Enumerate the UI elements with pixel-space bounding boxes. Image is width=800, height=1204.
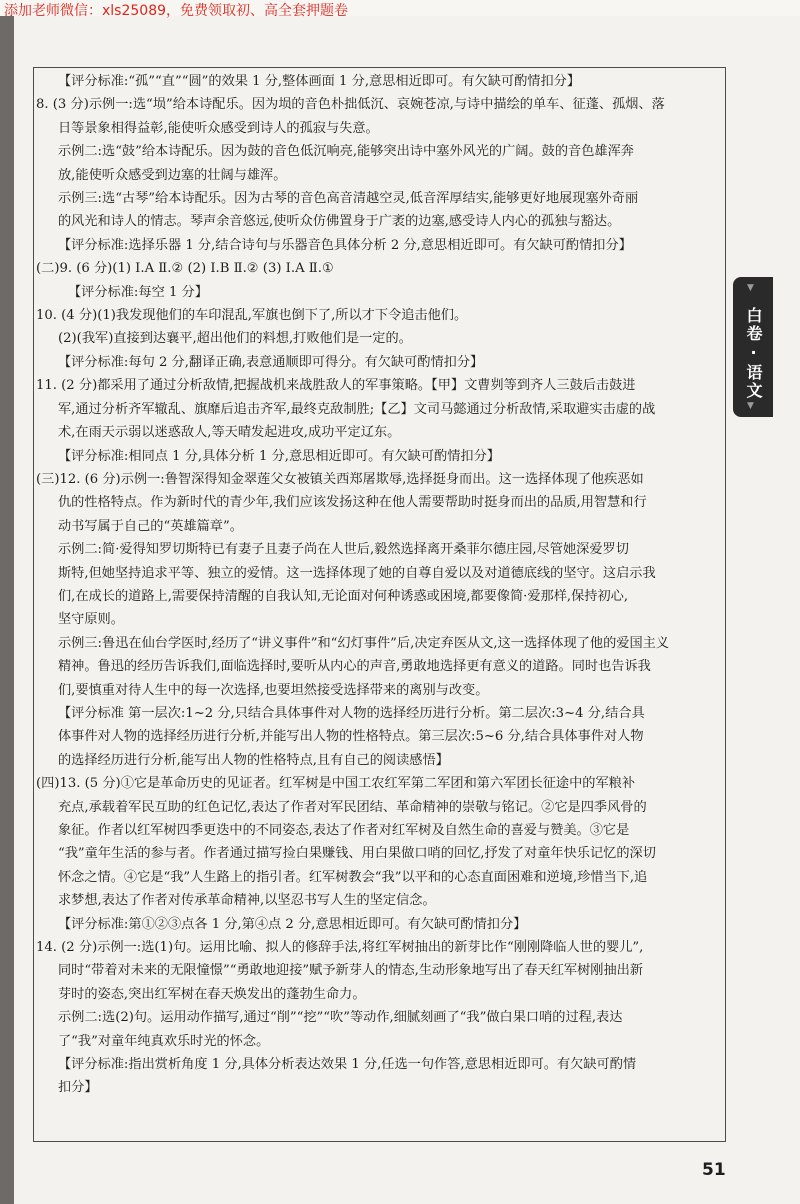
text-line: 的选择经历进行分析,能写出人物的性格特点,且有自己的阅读感悟】	[58, 752, 449, 768]
page-edge-shadow	[0, 0, 14, 1204]
text-line: (二)9. (6 分)(1) Ⅰ.A Ⅱ.② (2) Ⅰ.B Ⅱ.② (3) Ⅰ.A Ⅱ.①	[36, 261, 334, 277]
text-line: 斯特,但她坚持追求平等、独立的爱情。这一选择体现了她的自尊自爱以及对道德底线的坚守。这启示我	[58, 565, 656, 581]
text-line: 【评分标准:第①②③点各 1 分,第④点 2 分,意思相近即可。有欠缺可酌情扣分】	[58, 916, 527, 932]
text-line: 扣分】	[58, 1080, 98, 1096]
text-line: (三)12. (6 分)示例一:鲁智深得知金翠莲父女被镇关西郑屠欺辱,选择挺身而出。这一选择体现了他疾恶如	[36, 471, 644, 487]
text-line: 10. (4 分)(1)我发现他们的车印混乱,军旗也倒下了,所以才下令追击他们。	[36, 308, 468, 324]
text-line: 求梦想,表达了作者对传承革命精神,以坚忍书写人生的坚定信念。	[58, 893, 436, 909]
answer-content	[36, 70, 720, 1100]
text-line: 仇的性格特点。作为新时代的青少年,我们应该发扬这种在他人需要帮助时挺身而出的品质,用智慧和行	[58, 495, 647, 511]
text-line: 示例三:选“古琴”给本诗配乐。因为古琴的音色高音清越空灵,低音浑厚结实,能够更好地展现塞外奇丽	[58, 191, 639, 207]
text-line: 怀念之情。④它是“我”人生路上的指引者。红军树教会“我”以平和的心态直面困难和逆境,珍惜当下,追	[58, 869, 648, 885]
text-line: 了“我”对童年纯真欢乐时光的怀念。	[58, 1033, 270, 1049]
text-line: 术,在雨天示弱以迷惑敌人,等天晴发起进攻,成功平定辽东。	[58, 425, 401, 441]
text-line: 们,在成长的道路上,需要保持清醒的自我认知,无论面对何种诱惑或困境,都要像简·爱那样,保持初心,	[58, 588, 629, 604]
page-number: 51	[702, 1160, 726, 1180]
text-line: 14. (2 分)示例一:选(1)句。运用比喻、拟人的修辞手法,将红军树抽出的新芽比作“刚刚降临人世的婴儿”,	[36, 940, 644, 956]
text-line: 【评分标准:相同点 1 分,具体分析 1 分,意思相近即可。有欠缺可酌情扣分】	[58, 448, 500, 464]
text-line: (四)13. (5 分)①它是革命历史的见证者。红军树是中国工农红军第二军团和第六军团长征途中的军粮补	[36, 776, 636, 792]
text-line: 日等景象相得益彰,能使听众感受到诗人的孤寂与失意。	[58, 120, 379, 136]
watermark-text: 添加老师微信：xls25089，免费领取初、高全套押题卷	[4, 3, 349, 19]
text-line: (2)(我军)直接到达襄平,超出他们的料想,打败他们是一定的。	[58, 331, 412, 347]
text-line: 【评分标准:每空 1 分】	[68, 284, 208, 300]
triangle-down-icon: ▼	[747, 401, 754, 411]
text-line: 们,要慎重对待人生中的每一次选择,也要坦然接受选择带来的离别与改变。	[58, 682, 489, 698]
side-tab-label: 白卷·语文	[744, 307, 763, 400]
text-line: 坚守原则。	[58, 612, 124, 628]
text-line: 示例二:选“鼓”给本诗配乐。因为鼓的音色低沉响亮,能够突出诗中塞外风光的广阔。鼓的音色雄浑奔	[58, 144, 634, 160]
text-line: 【评分标准:选择乐器 1 分,结合诗句与乐器音色具体分析 2 分,意思相近即可。有欠缺可酌情扣分】	[58, 237, 632, 253]
text-line: 的风光和诗人的情志。琴声余音悠远,使听众仿佛置身于广袤的边塞,感受诗人内心的孤独与豁达。	[58, 214, 621, 230]
text-line: 【评分标准:每句 2 分,翻译正确,表意通顺即可得分。有欠缺可酌情扣分】	[58, 354, 484, 370]
text-line: 精神。鲁迅的经历告诉我们,面临选择时,要听从内心的声音,勇敢地选择更有意义的道路。同时也告诉我	[58, 659, 651, 675]
text-line: 8. (3 分)示例一:选“埙”给本诗配乐。因为埙的音色朴拙低沉、哀婉苍凉,与诗中描绘的单车、征蓬、孤烟、落	[36, 97, 665, 113]
text-line: 示例二:选(2)句。运用动作描写,通过“削”“挖”“吹”等动作,细腻刻画了“我”做白果口哨的过程,表达	[58, 1010, 623, 1026]
text-line: 【评分标准:“孤”“直”“圆”的效果 1 分,整体画面 1 分,意思相近即可。有欠缺可酌情扣分】	[58, 74, 581, 89]
text-line: 示例二:简·爱得知罗切斯特已有妻子且妻子尚在人世后,毅然选择离开桑菲尔德庄园,尽管她深爱罗切	[58, 542, 629, 558]
text-line: 同时“带着对未来的无限憧憬”“勇敢地迎接”赋予新芽人的情态,生动形象地写出了春天红军树刚抽出新	[58, 963, 644, 979]
subject-side-tab	[733, 277, 773, 417]
text-line: 体事件对人物的选择经历进行分析,并能写出人物的性格特点。第三层次:5~6 分,结合具体事件对人物	[58, 729, 644, 745]
text-line: “我”童年生活的参与者。作者通过描写捡白果赚钱、用白果做口哨的回忆,抒发了对童年快乐记忆的深切	[58, 846, 656, 862]
text-line: 11. (2 分)都采用了通过分析敌情,把握战机来战胜敌人的军事策略。【甲】文曹刿等到齐人三鼓后击鼓进	[36, 378, 636, 394]
text-line: 【评分标准 第一层次:1~2 分,只结合具体事件对人物的选择经历进行分析。第二层次:3~4 分,结合具	[58, 705, 645, 721]
text-line: 芽时的姿态,突出红军树在春天焕发出的蓬勃生命力。	[58, 986, 366, 1002]
text-line: 动书写属于自己的“英雄篇章”。	[58, 518, 243, 534]
text-line: 示例三:鲁迅在仙台学医时,经历了“讲义事件”和“幻灯事件”后,决定弃医从文,这一选择体现了他的爱国主义	[58, 635, 670, 651]
text-line: 象征。作者以红军树四季更迭中的不同姿态,表达了作者对红军树及自然生命的喜爱与赞美。③它是	[58, 823, 630, 838]
triangle-down-icon: ▼	[747, 283, 754, 293]
text-line: 军,通过分析齐军辙乱、旗靡后追击齐军,最终克敌制胜;【乙】文司马懿通过分析敌情,采取避实击虚的战	[58, 401, 656, 417]
text-line: 放,能使听众感受到边塞的壮阔与雄浑。	[58, 167, 287, 183]
text-line: 【评分标准:指出赏析角度 1 分,具体分析表达效果 1 分,任选一句作答,意思相近即可。有欠缺可酌情	[58, 1057, 637, 1073]
text-line: 充点,承载着军民互助的红色记忆,表达了作者对军民团结、革命精神的崇敬与铭记。②它是四季风骨的	[58, 799, 647, 815]
